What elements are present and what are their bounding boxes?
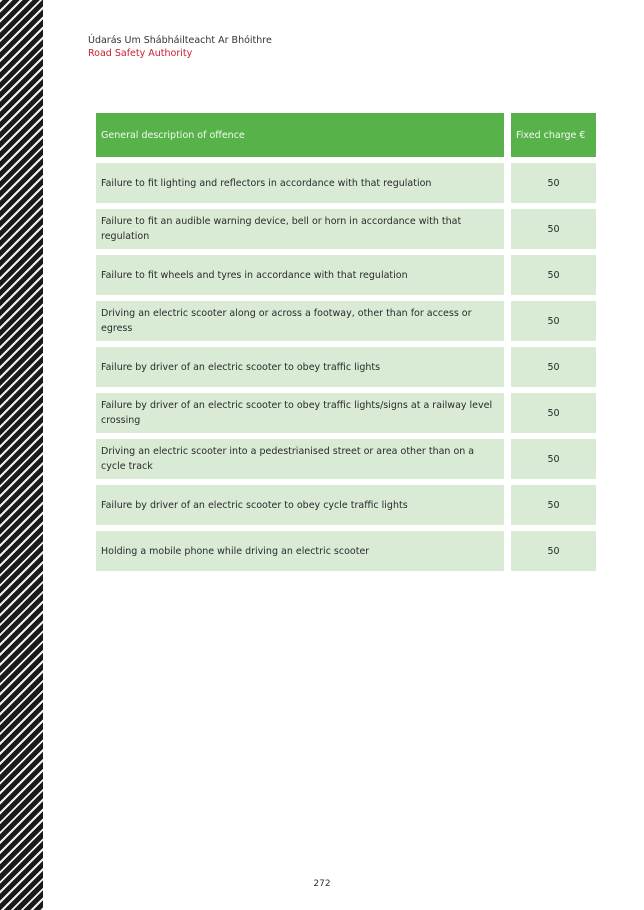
fixed-charge: 50 bbox=[511, 531, 596, 571]
offence-description: Driving an electric scooter along or across a footway, other than for access or egress bbox=[96, 301, 504, 341]
table-row bbox=[96, 485, 596, 525]
authority-name-irish: Údarás Um Shábháilteacht Ar Bhóithre bbox=[88, 35, 272, 46]
column-gap bbox=[506, 301, 509, 341]
offence-description: Driving an electric scooter into a pedestrianised street or area other than on a cycle track bbox=[96, 439, 504, 479]
column-header-fixed-charge: Fixed charge € bbox=[511, 113, 596, 157]
offence-description: Failure to fit wheels and tyres in accordance with that regulation bbox=[96, 255, 504, 295]
fixed-charge: 50 bbox=[511, 393, 596, 433]
fixed-charge: 50 bbox=[511, 347, 596, 387]
fixed-charge: 50 bbox=[511, 485, 596, 525]
decorative-side-stripe bbox=[0, 0, 43, 910]
column-gap bbox=[506, 531, 509, 571]
offence-description: Failure by driver of an electric scooter to obey traffic lights bbox=[96, 347, 504, 387]
column-gap bbox=[506, 393, 509, 433]
page-number: 272 bbox=[313, 879, 331, 889]
offence-description: Failure by driver of an electric scooter to obey traffic lights/signs at a railway level crossing bbox=[96, 393, 504, 433]
column-gap bbox=[506, 485, 509, 525]
column-gap bbox=[506, 255, 509, 295]
column-gap bbox=[506, 163, 509, 203]
table-row bbox=[96, 531, 596, 571]
column-gap bbox=[506, 347, 509, 387]
fixed-charge: 50 bbox=[511, 255, 596, 295]
table-row bbox=[96, 393, 596, 433]
authority-name-english: Road Safety Authority bbox=[88, 48, 193, 59]
fixed-charge: 50 bbox=[511, 301, 596, 341]
offences-table bbox=[94, 107, 598, 577]
table-row bbox=[96, 255, 596, 295]
fixed-charge: 50 bbox=[511, 209, 596, 249]
column-gap bbox=[506, 209, 509, 249]
column-header-description: General description of offence bbox=[96, 113, 504, 157]
table-row bbox=[96, 439, 596, 479]
table-row bbox=[96, 209, 596, 249]
table-row bbox=[96, 163, 596, 203]
offence-description: Holding a mobile phone while driving an electric scooter bbox=[96, 531, 504, 571]
offence-description: Failure to fit lighting and reflectors in accordance with that regulation bbox=[96, 163, 504, 203]
table-row bbox=[96, 347, 596, 387]
table-header-row bbox=[96, 113, 596, 157]
column-gap bbox=[506, 439, 509, 479]
column-gap bbox=[506, 113, 509, 157]
fixed-charge: 50 bbox=[511, 163, 596, 203]
table-row bbox=[96, 301, 596, 341]
offence-description: Failure to fit an audible warning device, bell or horn in accordance with that regulation bbox=[96, 209, 504, 249]
page-header bbox=[88, 34, 272, 60]
fixed-charge: 50 bbox=[511, 439, 596, 479]
offence-description: Failure by driver of an electric scooter to obey cycle traffic lights bbox=[96, 485, 504, 525]
